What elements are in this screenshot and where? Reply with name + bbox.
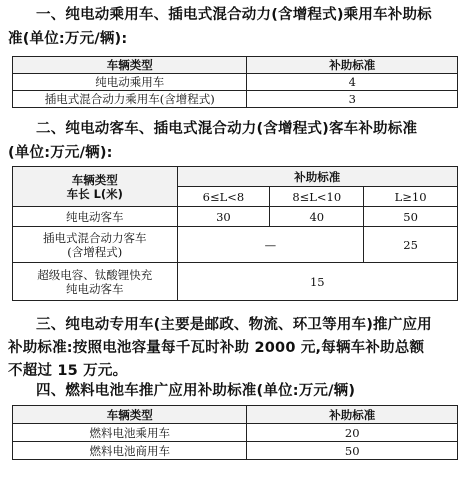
section3-line1: 三、纯电动专用车(主要是邮政、物流、环卫等用车)推广应用	[36, 317, 432, 333]
subsidy-value-cell: 15	[177, 263, 457, 301]
vehicle-type-cell: 燃料电池商用车	[13, 442, 247, 460]
vehicle-type-cell: 燃料电池乘用车	[13, 424, 247, 442]
fuel-cell-subsidy-table	[12, 405, 458, 460]
vehicle-type-line1: 超级电容、钛酸锂快充	[37, 267, 153, 282]
vehicle-type-cell	[13, 227, 178, 263]
vehicle-type-line1: 插电式混合动力客车	[43, 230, 147, 245]
section3-line2: 补助标准:按照电池容量每千瓦时补助 2000 元,每辆车补助总额	[8, 340, 425, 356]
section2-heading-line2: (单位:万元/辆):	[8, 145, 113, 161]
header-vehicle-length-line2: 车长 L(米)	[66, 186, 123, 201]
table-row	[13, 91, 458, 108]
section4-heading: 四、燃料电池车推广应用补助标准(单位:万元/辆)	[36, 383, 356, 399]
not-applicable-cell: —	[177, 227, 364, 263]
header-subsidy-standard: 补助标准	[247, 406, 458, 424]
table-row	[13, 227, 458, 263]
header-vehicle-type	[13, 167, 178, 207]
vehicle-type-cell	[13, 263, 178, 301]
bus-subsidy-table	[12, 166, 458, 301]
table-row	[13, 424, 458, 442]
header-vehicle-type: 车辆类型	[13, 57, 247, 74]
length-range-cell: 6≤L<8	[177, 187, 270, 207]
header-subsidy-standard: 补助标准	[177, 167, 457, 187]
table-row	[13, 442, 458, 460]
length-range-cell: 8≤L<10	[270, 187, 364, 207]
table-row	[13, 207, 458, 227]
length-range-cell: L≥10	[364, 187, 458, 207]
section3-line3: 不超过 15 万元。	[8, 363, 128, 379]
passenger-car-subsidy-table	[12, 56, 458, 108]
section1-heading-line2: 准(单位:万元/辆):	[8, 31, 128, 47]
section1-heading-line1: 一、纯电动乘用车、插电式混合动力(含增程式)乘用车补助标	[36, 7, 432, 23]
vehicle-type-cell: 纯电动客车	[13, 207, 178, 227]
subsidy-value-cell: 30	[177, 207, 270, 227]
subsidy-value-cell: 50	[247, 442, 458, 460]
header-vehicle-type-line1: 车辆类型	[71, 172, 118, 187]
vehicle-type-cell: 纯电动乘用车	[13, 74, 247, 91]
subsidy-value-cell: 50	[364, 207, 458, 227]
vehicle-type-cell: 插电式混合动力乘用车(含增程式)	[13, 91, 247, 108]
subsidy-value-cell: 20	[247, 424, 458, 442]
subsidy-value-cell: 3	[247, 91, 458, 108]
subsidy-value-cell: 4	[247, 74, 458, 91]
vehicle-type-line2: 纯电动客车	[66, 281, 124, 296]
table-row	[13, 74, 458, 91]
table-row	[13, 263, 458, 301]
subsidy-value-cell: 25	[364, 227, 458, 263]
table-header-row	[13, 167, 458, 187]
table-header-row	[13, 406, 458, 424]
subsidy-value-cell: 40	[270, 207, 364, 227]
header-vehicle-type: 车辆类型	[13, 406, 247, 424]
table-header-row	[13, 57, 458, 74]
vehicle-type-line2: (含增程式)	[67, 244, 123, 259]
section2-heading-line1: 二、纯电动客车、插电式混合动力(含增程式)客车补助标准	[36, 121, 418, 137]
header-subsidy-standard: 补助标准	[247, 57, 458, 74]
